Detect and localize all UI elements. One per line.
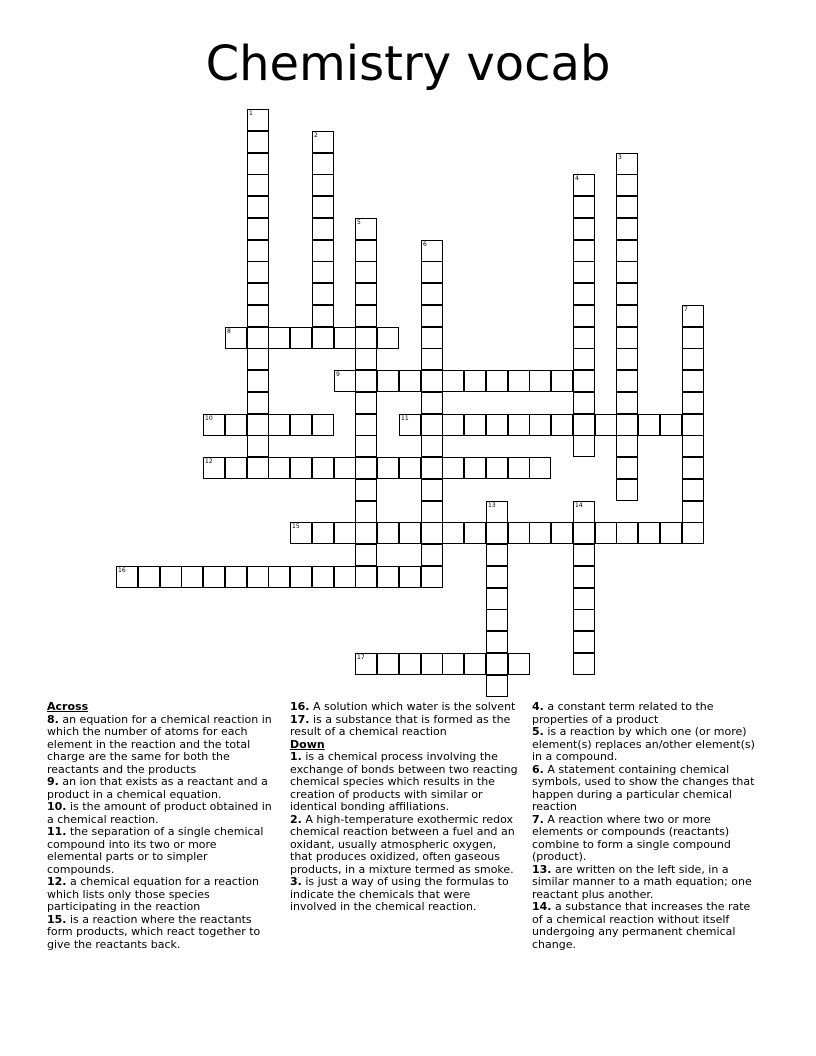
clue-down-6: 6. A statement containing chemical symbols, used to show the changes that happen during a particular chemical reaction	[532, 762, 755, 813]
grid-cell[interactable]	[225, 457, 247, 479]
grid-cell[interactable]	[421, 544, 443, 566]
grid-cell[interactable]	[355, 327, 377, 349]
grid-cell[interactable]	[247, 457, 269, 479]
grid-cell[interactable]	[616, 261, 638, 283]
grid-cell[interactable]	[247, 392, 269, 414]
grid-cell[interactable]	[616, 305, 638, 327]
grid-cell[interactable]	[486, 522, 508, 544]
grid-cell[interactable]	[421, 240, 443, 262]
grid-cell[interactable]	[573, 348, 595, 370]
grid-cell[interactable]	[355, 544, 377, 566]
clue-number: 3	[618, 154, 622, 161]
grid-cell[interactable]	[442, 522, 464, 544]
grid-cell[interactable]	[486, 609, 508, 631]
grid-cell[interactable]	[573, 261, 595, 283]
grid-cell[interactable]	[312, 174, 334, 196]
grid-cell[interactable]	[377, 566, 399, 588]
grid-cell[interactable]	[268, 327, 290, 349]
grid-cell[interactable]	[421, 414, 443, 436]
grid-cell[interactable]	[573, 653, 595, 675]
grid-cell[interactable]	[529, 457, 551, 479]
grid-cell[interactable]	[442, 457, 464, 479]
grid-cell[interactable]	[247, 370, 269, 392]
grid-cell[interactable]	[312, 522, 334, 544]
grid-cell[interactable]	[355, 501, 377, 523]
grid-cell[interactable]	[486, 566, 508, 588]
grid-cell[interactable]	[508, 370, 530, 392]
clue-across-8: 8. an equation for a chemical reaction in which the number of atoms for each element in the reaction and the total charge are the same for both the reactants and the products	[47, 712, 272, 776]
clue-number: 15	[292, 523, 300, 530]
grid-cell[interactable]	[247, 109, 269, 131]
grid-cell[interactable]	[225, 566, 247, 588]
grid-cell[interactable]	[616, 348, 638, 370]
grid-cell[interactable]	[573, 588, 595, 610]
grid-cell[interactable]	[247, 327, 269, 349]
grid-cell[interactable]	[355, 457, 377, 479]
grid-cell[interactable]	[573, 435, 595, 457]
grid-cell[interactable]	[486, 414, 508, 436]
grid-cell[interactable]	[421, 566, 443, 588]
grid-cell[interactable]	[573, 327, 595, 349]
grid-cell[interactable]	[486, 501, 508, 523]
grid-cell[interactable]	[312, 327, 334, 349]
page-title: Chemistry vocab	[205, 36, 611, 92]
grid-cell[interactable]	[355, 479, 377, 501]
grid-cell[interactable]	[682, 457, 704, 479]
grid-cell[interactable]	[486, 675, 508, 697]
clue-number: 9	[336, 371, 340, 378]
grid-cell[interactable]	[508, 653, 530, 675]
grid-cell[interactable]	[573, 392, 595, 414]
grid-cell[interactable]	[355, 240, 377, 262]
clue-number: 13	[488, 502, 496, 509]
grid-cell[interactable]	[312, 283, 334, 305]
grid-cell[interactable]	[247, 218, 269, 240]
grid-cell[interactable]	[203, 566, 225, 588]
grid-cell[interactable]	[486, 588, 508, 610]
grid-cell[interactable]	[682, 327, 704, 349]
grid-cell[interactable]	[247, 435, 269, 457]
grid-cell[interactable]	[334, 566, 356, 588]
grid-cell[interactable]	[312, 305, 334, 327]
grid-cell[interactable]	[355, 435, 377, 457]
grid-cell[interactable]	[421, 457, 443, 479]
clue-number: 17	[357, 654, 365, 661]
grid-cell[interactable]	[551, 414, 573, 436]
clue-down-13: 13. are written on the left side, in a similar manner to a math equation; one reactant plus another.	[532, 862, 752, 901]
grid-cell[interactable]	[638, 522, 660, 544]
grid-cell[interactable]	[138, 566, 160, 588]
grid-cell[interactable]	[421, 283, 443, 305]
clue-number: 8	[227, 328, 231, 335]
grid-cell[interactable]	[247, 566, 269, 588]
clue-across-17: 17. is a substance that is formed as the result of a chemical reaction	[290, 712, 511, 738]
grid-cell[interactable]	[595, 414, 617, 436]
grid-cell[interactable]	[616, 435, 638, 457]
grid-cell[interactable]	[660, 414, 682, 436]
grid-cell[interactable]	[421, 305, 443, 327]
grid-cell[interactable]	[377, 370, 399, 392]
grid-cell[interactable]	[247, 283, 269, 305]
grid-cell[interactable]	[247, 414, 269, 436]
grid-cell[interactable]	[312, 566, 334, 588]
grid-cell[interactable]	[355, 218, 377, 240]
grid-cell[interactable]	[464, 370, 486, 392]
grid-cell[interactable]	[290, 522, 312, 544]
grid-cell[interactable]	[181, 566, 203, 588]
grid-cell[interactable]	[682, 414, 704, 436]
clue-number: 10	[205, 415, 213, 422]
clue-down-2: 2. A high-temperature exothermic redox chemical reaction between a fuel and an oxidant, usually atmospheric oxygen, that produces oxidized, often gaseous products, in a mixture termed as smoke.	[290, 812, 515, 876]
grid-cell[interactable]	[421, 479, 443, 501]
clue-down-7: 7. A reaction where two or more elements or compounds (reactants) combine to form a single compound (product).	[532, 812, 731, 863]
grid-cell[interactable]	[377, 327, 399, 349]
grid-cell[interactable]	[464, 414, 486, 436]
grid-cell[interactable]	[334, 370, 356, 392]
grid-cell[interactable]	[355, 392, 377, 414]
grid-cell[interactable]	[573, 240, 595, 262]
grid-cell[interactable]	[616, 392, 638, 414]
grid-cell[interactable]	[595, 522, 617, 544]
grid-cell[interactable]	[290, 566, 312, 588]
grid-cell[interactable]	[573, 566, 595, 588]
clue-number: 12	[205, 458, 213, 465]
grid-cell[interactable]	[682, 522, 704, 544]
grid-cell[interactable]	[247, 348, 269, 370]
clue-column-3	[532, 701, 760, 951]
clue-number: 7	[684, 306, 688, 313]
clue-across-9: 9. an ion that exists as a reactant and a product in a chemical equation.	[47, 775, 268, 801]
grid-cell[interactable]	[616, 153, 638, 175]
grid-cell[interactable]	[616, 283, 638, 305]
grid-cell[interactable]	[247, 196, 269, 218]
grid-cell[interactable]	[682, 370, 704, 392]
grid-cell[interactable]	[616, 174, 638, 196]
grid-cell[interactable]	[290, 414, 312, 436]
clue-number: 1	[249, 110, 253, 117]
grid-cell[interactable]	[247, 261, 269, 283]
grid-cell[interactable]	[399, 522, 421, 544]
grid-cell[interactable]	[573, 370, 595, 392]
grid-cell[interactable]	[682, 392, 704, 414]
grid-cell[interactable]	[442, 414, 464, 436]
grid-cell[interactable]	[682, 305, 704, 327]
clue-across-12: 12. a chemical equation for a reaction which lists only those species participating in the reaction	[47, 875, 259, 913]
grid-cell[interactable]	[616, 218, 638, 240]
clue-number: 2	[314, 132, 318, 139]
grid-cell[interactable]	[421, 501, 443, 523]
grid-cell[interactable]	[464, 522, 486, 544]
grid-cell[interactable]	[660, 522, 682, 544]
grid-cell[interactable]	[682, 348, 704, 370]
grid-cell[interactable]	[508, 457, 530, 479]
grid-cell[interactable]	[268, 457, 290, 479]
clue-down-14: 14. a substance that increases the rate of a chemical reaction without itself undergoing any permanent chemical change.	[532, 900, 751, 951]
grid-cell[interactable]	[529, 414, 551, 436]
down-header: Down	[290, 737, 325, 751]
grid-cell[interactable]	[399, 457, 421, 479]
grid-cell[interactable]	[355, 370, 377, 392]
clue-number: 6	[423, 241, 427, 248]
grid-cell[interactable]	[225, 414, 247, 436]
grid-cell[interactable]	[355, 566, 377, 588]
clue-number: 5	[357, 219, 361, 226]
clue-across-15: 15. is a reaction where the reactants form products, which react together to give the reactants back.	[47, 912, 261, 951]
grid-cell[interactable]	[312, 218, 334, 240]
clue-across-10: 10. is the amount of product obtained in a chemical reaction.	[47, 800, 272, 826]
clue-number: 16	[118, 567, 126, 574]
grid-cell[interactable]	[573, 609, 595, 631]
grid-cell[interactable]	[421, 261, 443, 283]
grid-cell[interactable]	[551, 370, 573, 392]
grid-cell[interactable]	[421, 522, 443, 544]
clue-column-2	[290, 701, 518, 914]
grid-cell[interactable]	[312, 261, 334, 283]
clue-down-1: 1. is a chemical process involving the exchange of bonds between two reacting chemical species which results in the creation of products with similar or identical bonding affiliations.	[290, 750, 518, 813]
grid-cell[interactable]	[573, 544, 595, 566]
grid-cell[interactable]	[312, 131, 334, 153]
grid-cell[interactable]	[616, 327, 638, 349]
grid-cell[interactable]	[616, 479, 638, 501]
grid-cell[interactable]	[573, 218, 595, 240]
clue-column-1	[47, 701, 275, 951]
grid-cell[interactable]	[399, 653, 421, 675]
grid-cell[interactable]	[573, 305, 595, 327]
grid-cell[interactable]	[268, 414, 290, 436]
grid-cell[interactable]	[573, 414, 595, 436]
grid-cell[interactable]	[442, 653, 464, 675]
grid-cell[interactable]	[160, 566, 182, 588]
grid-cell[interactable]	[442, 370, 464, 392]
grid-cell[interactable]	[421, 327, 443, 349]
grid-cell[interactable]	[312, 153, 334, 175]
grid-cell[interactable]	[508, 522, 530, 544]
clue-down-3: 3. is just a way of using the formulas to indicate the chemicals that were involved in the chemical reaction.	[290, 875, 509, 913]
grid-cell[interactable]	[508, 414, 530, 436]
grid-cell[interactable]	[638, 414, 660, 436]
grid-cell[interactable]	[529, 370, 551, 392]
grid-cell[interactable]	[573, 631, 595, 653]
grid-cell[interactable]	[486, 653, 508, 675]
grid-cell[interactable]	[573, 283, 595, 305]
grid-cell[interactable]	[355, 414, 377, 436]
grid-cell[interactable]	[486, 370, 508, 392]
grid-cell[interactable]	[464, 653, 486, 675]
grid-cell[interactable]	[682, 501, 704, 523]
grid-cell[interactable]	[377, 653, 399, 675]
clue-across-11: 11. the separation of a single chemical compound into its two or more elemental parts or to simpler compounds.	[47, 825, 264, 876]
grid-cell[interactable]	[225, 327, 247, 349]
grid-cell[interactable]	[355, 522, 377, 544]
clue-across-16: 16. A solution which water is the solvent	[290, 700, 516, 713]
grid-cell[interactable]	[616, 522, 638, 544]
grid-cell[interactable]	[312, 457, 334, 479]
grid-cell[interactable]	[486, 457, 508, 479]
grid-cell[interactable]	[116, 566, 138, 588]
grid-cell[interactable]	[682, 479, 704, 501]
grid-cell[interactable]	[573, 174, 595, 196]
grid-cell[interactable]	[203, 414, 225, 436]
grid-cell[interactable]	[290, 457, 312, 479]
grid-cell[interactable]	[355, 283, 377, 305]
grid-cell[interactable]	[486, 631, 508, 653]
clue-down-5: 5. is a reaction by which one (or more) element(s) replaces an/other element(s) in a compound.	[532, 725, 755, 763]
grid-cell[interactable]	[551, 522, 573, 544]
clue-number: 4	[575, 175, 579, 182]
grid-cell[interactable]	[247, 153, 269, 175]
grid-cell[interactable]	[573, 501, 595, 523]
clue-down-4: 4. a constant term related to the properties of a product	[532, 700, 714, 726]
grid-cell[interactable]	[616, 196, 638, 218]
grid-cell[interactable]	[616, 414, 638, 436]
grid-cell[interactable]	[399, 566, 421, 588]
grid-cell[interactable]	[573, 522, 595, 544]
grid-cell[interactable]	[616, 370, 638, 392]
grid-cell[interactable]	[682, 435, 704, 457]
clue-number: 11	[401, 415, 409, 422]
grid-cell[interactable]	[421, 392, 443, 414]
grid-cell[interactable]	[247, 174, 269, 196]
grid-cell[interactable]	[616, 240, 638, 262]
grid-cell[interactable]	[616, 457, 638, 479]
grid-cell[interactable]	[421, 435, 443, 457]
grid-cell[interactable]	[377, 522, 399, 544]
grid-cell[interactable]	[247, 240, 269, 262]
grid-cell[interactable]	[399, 414, 421, 436]
grid-cell[interactable]	[399, 370, 421, 392]
grid-cell[interactable]	[486, 544, 508, 566]
grid-cell[interactable]	[203, 457, 225, 479]
grid-cell[interactable]	[312, 196, 334, 218]
grid-cell[interactable]	[334, 327, 356, 349]
grid-cell[interactable]	[290, 327, 312, 349]
grid-cell[interactable]	[421, 370, 443, 392]
grid-cell[interactable]	[268, 566, 290, 588]
grid-cell[interactable]	[312, 240, 334, 262]
grid-cell[interactable]	[247, 131, 269, 153]
grid-cell[interactable]	[355, 305, 377, 327]
grid-cell[interactable]	[421, 653, 443, 675]
clue-number: 14	[575, 502, 583, 509]
grid-cell[interactable]	[421, 348, 443, 370]
grid-cell[interactable]	[377, 457, 399, 479]
grid-cell[interactable]	[573, 196, 595, 218]
grid-cell[interactable]	[334, 522, 356, 544]
grid-cell[interactable]	[247, 305, 269, 327]
grid-cell[interactable]	[312, 414, 334, 436]
grid-cell[interactable]	[334, 457, 356, 479]
grid-cell[interactable]	[355, 261, 377, 283]
grid-cell[interactable]	[464, 457, 486, 479]
grid-cell[interactable]	[355, 348, 377, 370]
grid-cell[interactable]	[529, 522, 551, 544]
grid-cell[interactable]	[355, 653, 377, 675]
across-header: Across	[47, 700, 89, 713]
